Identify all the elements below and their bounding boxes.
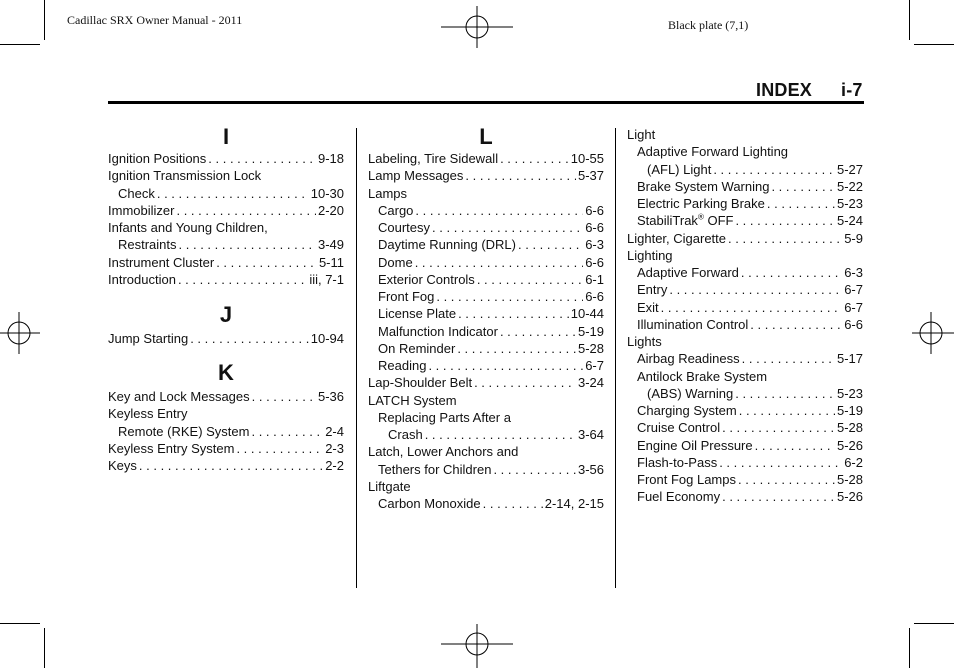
entry-text: Reading [378, 358, 427, 373]
index-entry [108, 388, 344, 405]
dot-leader [500, 150, 569, 167]
entry-page-ref: 5-28 [836, 472, 863, 487]
entry-page-ref: 6-6 [844, 316, 863, 332]
entry-page-ref: 5-28 [577, 340, 604, 356]
entry-page-ref: 6-7 [585, 358, 604, 373]
entry-text: Lighter, Cigarette [627, 230, 727, 246]
entry-page-ref: 2-3 [325, 440, 344, 456]
entry-page-ref: 6-6 [585, 254, 604, 270]
dot-leader [415, 254, 584, 271]
entry-text: Lamp Messages [368, 168, 464, 184]
dot-leader [178, 271, 307, 288]
index-column-3 [627, 0, 863, 668]
index-entry [627, 333, 863, 350]
dot-leader [483, 495, 543, 512]
section-title: INDEX [756, 80, 813, 100]
entry-page-ref: 5-36 [317, 389, 344, 404]
entry-text: Exterior Controls [378, 271, 475, 287]
entry-page-ref: 6-6 [585, 220, 604, 235]
entry-text: Airbag Readiness [637, 351, 740, 367]
index-entry [378, 236, 604, 253]
registration-mark-left [0, 312, 40, 354]
index-entry [108, 330, 344, 347]
index-entry [378, 495, 604, 512]
entry-text: Key and Lock Messages [108, 389, 250, 404]
dot-leader [722, 488, 835, 505]
dot-leader [208, 150, 316, 167]
dot-leader [767, 195, 835, 212]
index-entry [108, 440, 344, 457]
index-entry [378, 323, 604, 340]
entry-text: Carbon Monoxide [378, 496, 481, 511]
index-entry [378, 305, 604, 322]
index-entry [388, 426, 604, 443]
index-entry [368, 185, 604, 202]
entry-text: Check [118, 185, 155, 201]
dot-leader [436, 288, 583, 305]
index-column-1 [108, 0, 344, 668]
entry-text: Front Fog [378, 289, 435, 304]
entry-page-ref: 5-26 [836, 489, 863, 505]
dot-leader [518, 236, 583, 253]
dot-leader [755, 437, 835, 454]
index-entry [378, 219, 604, 236]
index-entry [627, 126, 863, 143]
manual-title: Cadillac SRX Owner Manual - 2011 [67, 13, 243, 27]
index-entry [108, 202, 344, 219]
index-entry [108, 219, 344, 236]
entry-text: Keyless Entry System [108, 440, 235, 456]
dot-leader [722, 419, 835, 436]
entry-page-ref: 3-64 [577, 427, 604, 442]
entry-page-ref: 9-18 [317, 151, 344, 166]
entry-text: Dome [378, 254, 413, 270]
entry-page-ref: 6-3 [844, 265, 863, 280]
index-entry [378, 409, 604, 426]
entry-text: Cargo [378, 202, 414, 218]
index-entry [637, 368, 863, 385]
entry-page-ref: 5-24 [836, 213, 863, 229]
entry-text: Immobilizer [108, 202, 175, 218]
column-divider-1 [356, 128, 357, 588]
dot-leader [139, 457, 323, 474]
index-entry [378, 254, 604, 271]
index-entry [118, 185, 344, 202]
index-entry [118, 423, 344, 440]
index-entry [637, 178, 863, 195]
dot-leader [741, 264, 842, 281]
dot-leader [728, 230, 842, 247]
entry-text: Flash-to-Pass [637, 454, 718, 470]
entry-page-ref: 5-23 [836, 196, 863, 211]
dot-leader [669, 281, 842, 298]
dot-leader [713, 161, 835, 178]
index-entry [378, 340, 604, 357]
entry-text: Adaptive Forward [637, 265, 739, 280]
entry-text: Electric Parking Brake [637, 196, 765, 211]
entry-text: Liftgate [368, 478, 411, 494]
index-column-2 [368, 0, 604, 668]
dot-leader [157, 185, 309, 202]
entry-page-ref: 10-94 [310, 331, 344, 346]
dot-leader [500, 323, 576, 340]
index-entry [637, 212, 863, 229]
entry-text: Labeling, Tire Sidewall [368, 151, 499, 166]
entry-page-ref: 5-22 [836, 178, 863, 194]
index-entry [378, 271, 604, 288]
entry-text: (AFL) Light [647, 161, 712, 177]
entry-text: Keyless Entry [108, 406, 188, 422]
entry-text: Instrument Cluster [108, 254, 215, 270]
index-entry [637, 281, 863, 298]
dot-leader [216, 254, 317, 271]
entry-page-ref: 5-28 [836, 420, 863, 436]
entry-text: Remote (RKE) System [118, 423, 250, 439]
index-entry [108, 405, 344, 422]
dot-leader [771, 178, 835, 195]
entry-text: LATCH System [368, 392, 457, 408]
dot-leader [457, 340, 576, 357]
index-entry [647, 385, 863, 402]
entry-text: Brake System Warning [637, 178, 770, 194]
entry-text: Daytime Running (DRL) [378, 237, 516, 253]
entry-page-ref: iii, 7-1 [309, 271, 344, 287]
dot-leader [735, 212, 835, 229]
entry-text: Fuel Economy [637, 489, 721, 505]
entry-text: Infants and Young Children, [108, 220, 268, 235]
index-entry [637, 195, 863, 212]
entry-page-ref: 6-6 [585, 289, 604, 304]
entry-page-ref: 6-1 [585, 271, 604, 287]
index-entry [637, 143, 863, 160]
dot-leader [458, 305, 569, 322]
index-entry [637, 471, 863, 488]
entry-text: Lights [627, 334, 662, 349]
entry-page-ref: 5-37 [577, 168, 604, 184]
entry-page-ref: 10-30 [310, 185, 344, 201]
entry-text: Crash [388, 427, 423, 442]
index-letter-heading: L [479, 124, 493, 149]
column-divider-2 [615, 128, 616, 588]
dot-leader [742, 350, 835, 367]
entry-page-ref: 3-24 [577, 375, 604, 391]
dot-leader [493, 461, 576, 478]
registered-mark: ® [697, 212, 704, 222]
entry-page-ref: 5-19 [836, 403, 863, 418]
index-entry [637, 264, 863, 281]
plate-label: Black plate (7,1) [668, 18, 749, 32]
entry-text: Illumination Control [637, 316, 749, 332]
index-entry [378, 461, 604, 478]
entry-page-ref: 5-17 [836, 351, 863, 367]
dot-leader [432, 219, 583, 236]
index-entry [637, 419, 863, 436]
entry-page-ref: 2-4 [325, 423, 344, 439]
dot-leader [735, 385, 835, 402]
index-entry [637, 316, 863, 333]
entry-page-ref: 6-3 [585, 237, 604, 253]
entry-text: (ABS) Warning [647, 385, 734, 401]
index-entry [368, 167, 604, 184]
index-entry [647, 161, 863, 178]
entry-text: Charging System [637, 403, 737, 418]
entry-text: Ignition Transmission Lock [108, 168, 262, 184]
index-letter-heading: K [218, 360, 234, 385]
entry-text: Tethers for Children [378, 461, 492, 477]
entry-text: License Plate [378, 306, 457, 322]
entry-page-ref: 6-6 [585, 202, 604, 218]
index-entry [368, 443, 604, 460]
dot-leader [190, 330, 309, 347]
dot-leader [179, 236, 316, 253]
dot-leader [477, 271, 583, 288]
index-entry [108, 271, 344, 288]
entry-page-ref: 5-11 [318, 254, 344, 270]
entry-text: Malfunction Indicator [378, 323, 498, 339]
index-entry [637, 454, 863, 471]
entry-page-ref: 2-2 [325, 458, 344, 473]
entry-text: Keys [108, 458, 137, 473]
entry-page-ref: 5-27 [836, 161, 863, 177]
dot-leader [739, 402, 835, 419]
entry-text: Restraints [118, 237, 177, 253]
index-entry [637, 299, 863, 316]
index-entry [108, 150, 344, 167]
entry-page-ref: 6-7 [844, 299, 863, 315]
entry-page-ref: 6-7 [844, 282, 863, 298]
entry-text: Engine Oil Pressure [637, 437, 753, 453]
index-entry [637, 402, 863, 419]
entry-page-ref: 3-49 [317, 237, 344, 253]
entry-text: Introduction [108, 271, 176, 287]
entry-text: Latch, Lower Anchors and [368, 444, 519, 460]
index-letter-heading: J [219, 302, 233, 327]
entry-page-ref: 2-20 [317, 202, 344, 218]
dot-leader [750, 316, 842, 333]
dot-leader [251, 423, 323, 440]
entry-text: Replacing Parts After a [378, 409, 511, 425]
index-entry [108, 457, 344, 474]
index-entry [378, 202, 604, 219]
entry-page-ref: 5-26 [836, 437, 863, 453]
entry-text: Jump Starting [108, 331, 189, 346]
index-entry [368, 392, 604, 409]
entry-page-ref: 3-56 [577, 461, 604, 477]
entry-page-ref: 5-23 [836, 385, 863, 401]
entry-text: Ignition Positions [108, 151, 207, 166]
page-number: i-7 [841, 80, 863, 100]
index-entry [637, 488, 863, 505]
dot-leader [428, 357, 583, 374]
entry-page-ref: 5-9 [844, 230, 863, 246]
index-entry [368, 478, 604, 495]
entry-text: Entry [637, 282, 668, 298]
index-entry [368, 374, 604, 391]
entry-text: Cruise Control [637, 420, 721, 436]
dot-leader [252, 388, 316, 405]
entry-page-ref: 2-14, 2-15 [544, 496, 604, 511]
registration-mark-right [912, 312, 954, 354]
entry-text: Lap-Shoulder Belt [368, 375, 473, 391]
dot-leader [465, 167, 576, 184]
index-entry [118, 236, 344, 253]
entry-text: Antilock Brake System [637, 368, 768, 384]
dot-leader [719, 454, 842, 471]
entry-text: StabiliTrak® OFF [637, 212, 734, 229]
entry-text: Light [627, 127, 656, 142]
dot-leader [415, 202, 583, 219]
entry-text: Exit [637, 299, 659, 315]
entry-page-ref: 5-19 [577, 323, 604, 339]
entry-text: Adaptive Forward Lighting [637, 144, 789, 160]
dot-leader [176, 202, 316, 219]
entry-page-ref: 6-2 [844, 454, 863, 470]
entry-text: Front Fog Lamps [637, 472, 736, 487]
index-letter-heading: I [222, 124, 230, 149]
index-entry [378, 288, 604, 305]
entry-text: Lamps [368, 185, 408, 201]
index-entry [627, 247, 863, 264]
dot-leader [236, 440, 323, 457]
dot-leader [474, 374, 576, 391]
index-entry [637, 437, 863, 454]
index-entry [378, 357, 604, 374]
entry-text: On Reminder [378, 340, 456, 356]
index-entry [108, 254, 344, 271]
dot-leader [425, 426, 576, 443]
index-entry [368, 150, 604, 167]
entry-page-ref: 10-55 [570, 151, 604, 166]
entry-page-ref: 10-44 [570, 306, 604, 322]
index-entry [627, 230, 863, 247]
entry-text: Lighting [627, 247, 673, 263]
index-entry [637, 350, 863, 367]
dot-leader [661, 299, 843, 316]
entry-text: Courtesy [378, 220, 431, 235]
index-entry [108, 167, 344, 184]
dot-leader [738, 471, 835, 488]
